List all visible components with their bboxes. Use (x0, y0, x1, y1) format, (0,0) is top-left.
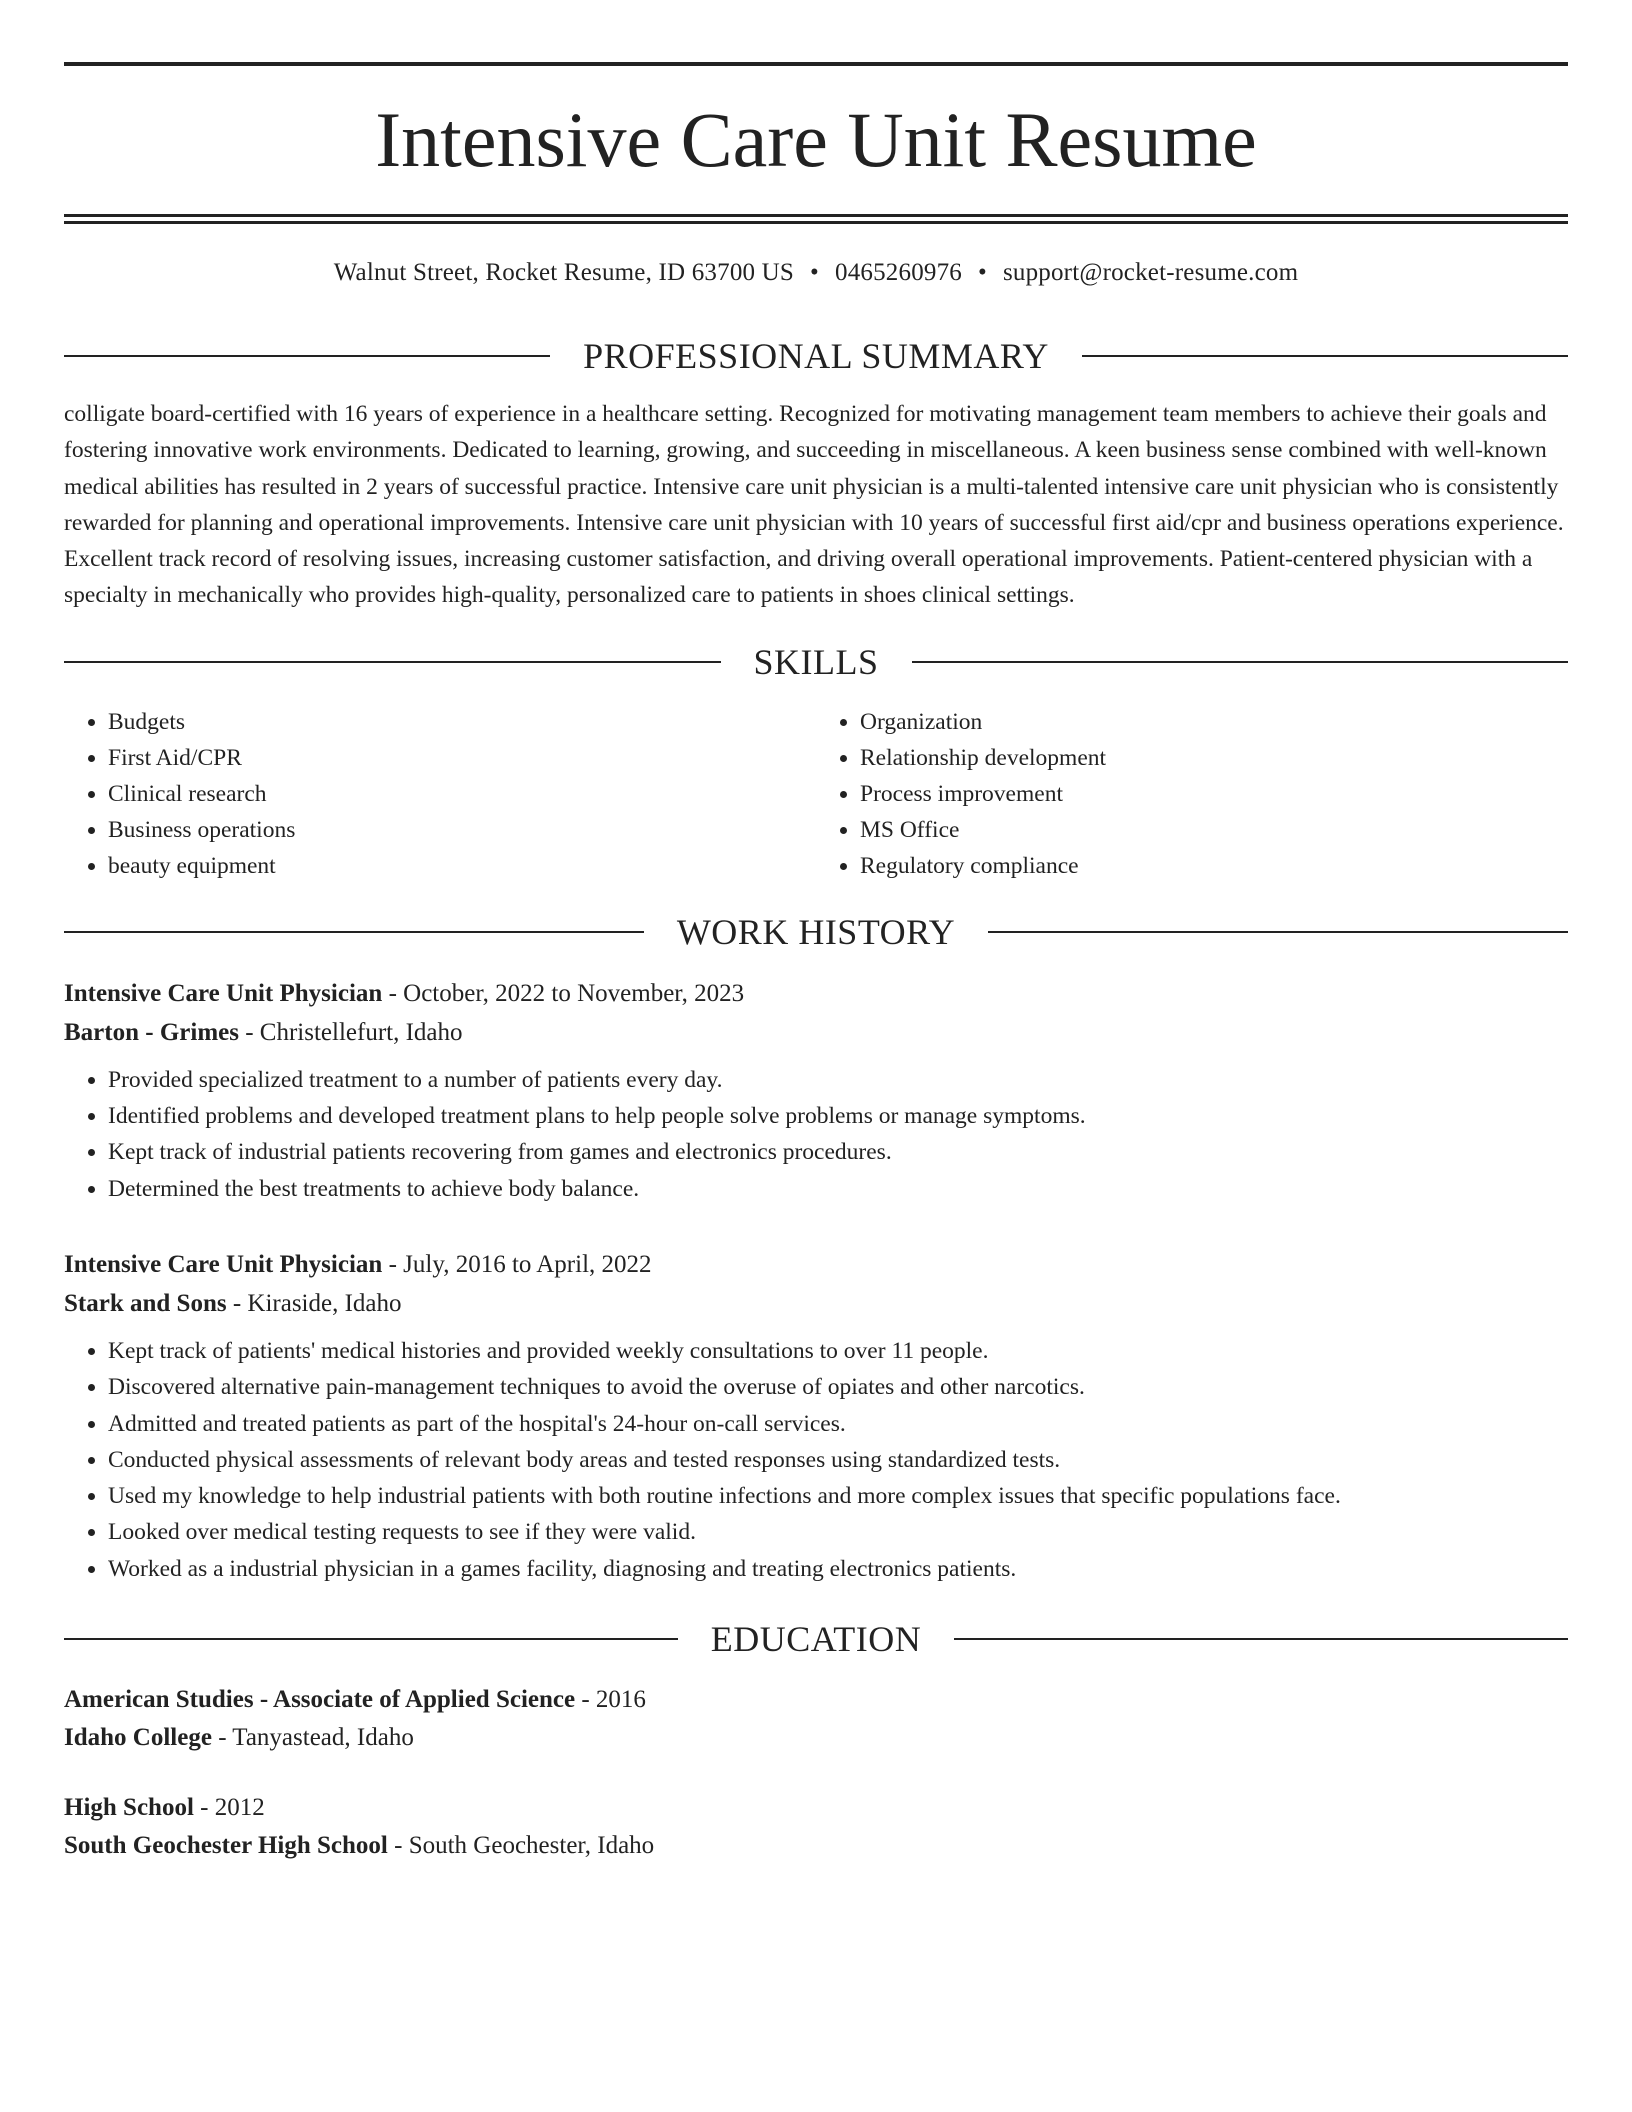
education-school: Idaho College (64, 1724, 212, 1752)
skill-item: • Relationship development (860, 740, 1568, 776)
top-rule (64, 62, 1568, 66)
education-location: - South Geochester, Idaho (387, 1832, 655, 1860)
title-double-rule (64, 214, 1568, 224)
job-bullet: • Worked as a industrial physician in a games facility, diagnosing and treating electronics patients. (108, 1551, 1568, 1587)
job-title: Intensive Care Unit Physician (64, 979, 383, 1007)
heading-rule-right (912, 661, 1569, 663)
education-section-heading (64, 1617, 1568, 1661)
work-history-section-heading (64, 910, 1568, 954)
skill-item: • Regulatory compliance (860, 848, 1568, 884)
skills-list (64, 704, 1568, 884)
job-bullets (64, 1062, 1568, 1207)
job-company: Stark and Sons (64, 1289, 227, 1317)
skills-column-right (816, 704, 1568, 884)
education-entry (64, 1681, 1568, 1757)
heading-rule-left (64, 661, 721, 663)
heading-rule-right (1082, 355, 1568, 357)
skill-item: • beauty equipment (108, 848, 816, 884)
education-heading-label: EDUCATION (710, 1619, 922, 1660)
skill-item: • First Aid/CPR (108, 740, 816, 776)
contact-line (64, 256, 1568, 290)
job-location: - Kiraside, Idaho (226, 1289, 402, 1317)
job-dates: - October, 2022 to November, 2023 (382, 979, 745, 1007)
education-school-line (64, 1719, 1568, 1757)
skill-item: • Organization (860, 704, 1568, 740)
heading-rule-left (64, 1638, 678, 1640)
job-company: Barton - Grimes (64, 1018, 239, 1046)
job-bullet: • Determined the best treatments to achieve body balance. (108, 1171, 1568, 1207)
job-bullets (64, 1333, 1568, 1587)
job-bullet: • Kept track of industrial patients recovering from games and electronics procedures. (108, 1134, 1568, 1170)
heading-rule-left (64, 931, 644, 933)
education-location: - Tanyastead, Idaho (211, 1724, 414, 1752)
work-history-list (64, 974, 1568, 1587)
summary-section-heading (64, 334, 1568, 378)
contact-separator: • (810, 259, 819, 286)
job-bullet: • Used my knowledge to help industrial patients with both routine infections and more complex issues that specific populations face. (108, 1478, 1568, 1514)
job-entry (64, 1245, 1568, 1587)
job-bullet: • Kept track of patients' medical histories and provided weekly consultations to over 11 people. (108, 1333, 1568, 1369)
job-bullet: • Admitted and treated patients as part of the hospital's 24-hour on-call services. (108, 1406, 1568, 1442)
education-entry (64, 1789, 1568, 1865)
job-bullet: • Provided specialized treatment to a number of patients every day. (108, 1062, 1568, 1098)
job-title: Intensive Care Unit Physician (64, 1250, 383, 1278)
job-title-line (64, 974, 1568, 1013)
skills-heading-label: SKILLS (753, 641, 879, 682)
resume-title: Intensive Care Unit Resume (375, 96, 1257, 183)
skills-section-heading (64, 640, 1568, 684)
skills-column-left (64, 704, 816, 884)
contact-separator: • (978, 259, 987, 286)
education-degree: High School (64, 1794, 194, 1822)
education-year: - 2012 (193, 1794, 265, 1822)
contact-phone: 0465260976 (835, 259, 962, 286)
job-dates: - July, 2016 to April, 2022 (382, 1250, 652, 1278)
job-bullet: • Identified problems and developed treatment plans to help people solve problems or manage symptoms. (108, 1098, 1568, 1134)
professional-summary-text: colligate board-certified with 16 years of experience in a healthcare setting. Recognized for motivating management team members to achieve their goals and fostering innovative work environments. Dedicated to learning, growing, and succeeding in miscellaneous. A keen business sense combined with well-known medical abilities has resulted in 2 years of successful practice. Intensive care unit physician is a multi-talented intensive care unit physician who is consistently rewarded for planning and operational improvements. Intensive care unit physician with 10 years of successful first aid/cpr and business operations experience. Excellent track record of resolving issues, increasing customer satisfaction, and driving overall operational improvements. Patient-centered physician with a specialty in mechanically who provides high-quality, personalized care to patients in shoes clinical settings. (64, 401, 1564, 609)
contact-address: Walnut Street, Rocket Resume, ID 63700 US (333, 259, 795, 286)
skill-item: • Business operations (108, 812, 816, 848)
education-year: - 2016 (575, 1686, 646, 1714)
job-bullet: • Discovered alternative pain-management techniques to avoid the overuse of opiates and other narcotics. (108, 1369, 1568, 1405)
education-list (64, 1681, 1568, 1865)
job-company-line (64, 1284, 1568, 1323)
education-school: South Geochester High School (64, 1832, 388, 1860)
work-history-heading-label: WORK HISTORY (676, 911, 956, 952)
heading-rule-right (954, 1638, 1568, 1640)
summary-heading-label: PROFESSIONAL SUMMARY (583, 336, 1049, 376)
skill-item: • MS Office (860, 812, 1568, 848)
resume-page (64, 0, 1568, 1865)
job-location: - Christellefurt, Idaho (238, 1018, 463, 1046)
job-bullet: • Conducted physical assessments of relevant body areas and tested responses using standardized tests. (108, 1442, 1568, 1478)
heading-rule-left (64, 355, 550, 357)
skill-item: • Process improvement (860, 776, 1568, 812)
job-entry (64, 974, 1568, 1207)
job-bullet: • Looked over medical testing requests to see if they were valid. (108, 1514, 1568, 1550)
skill-item: • Budgets (108, 704, 816, 740)
contact-email: support@rocket-resume.com (1002, 259, 1299, 286)
education-degree-line (64, 1681, 1568, 1719)
job-company-line (64, 1013, 1568, 1052)
education-degree: American Studies - Associate of Applied Science (64, 1686, 576, 1714)
job-title-line (64, 1245, 1568, 1284)
heading-rule-right (988, 931, 1568, 933)
skill-item: • Clinical research (108, 776, 816, 812)
education-school-line (64, 1827, 1568, 1865)
education-degree-line (64, 1789, 1568, 1827)
